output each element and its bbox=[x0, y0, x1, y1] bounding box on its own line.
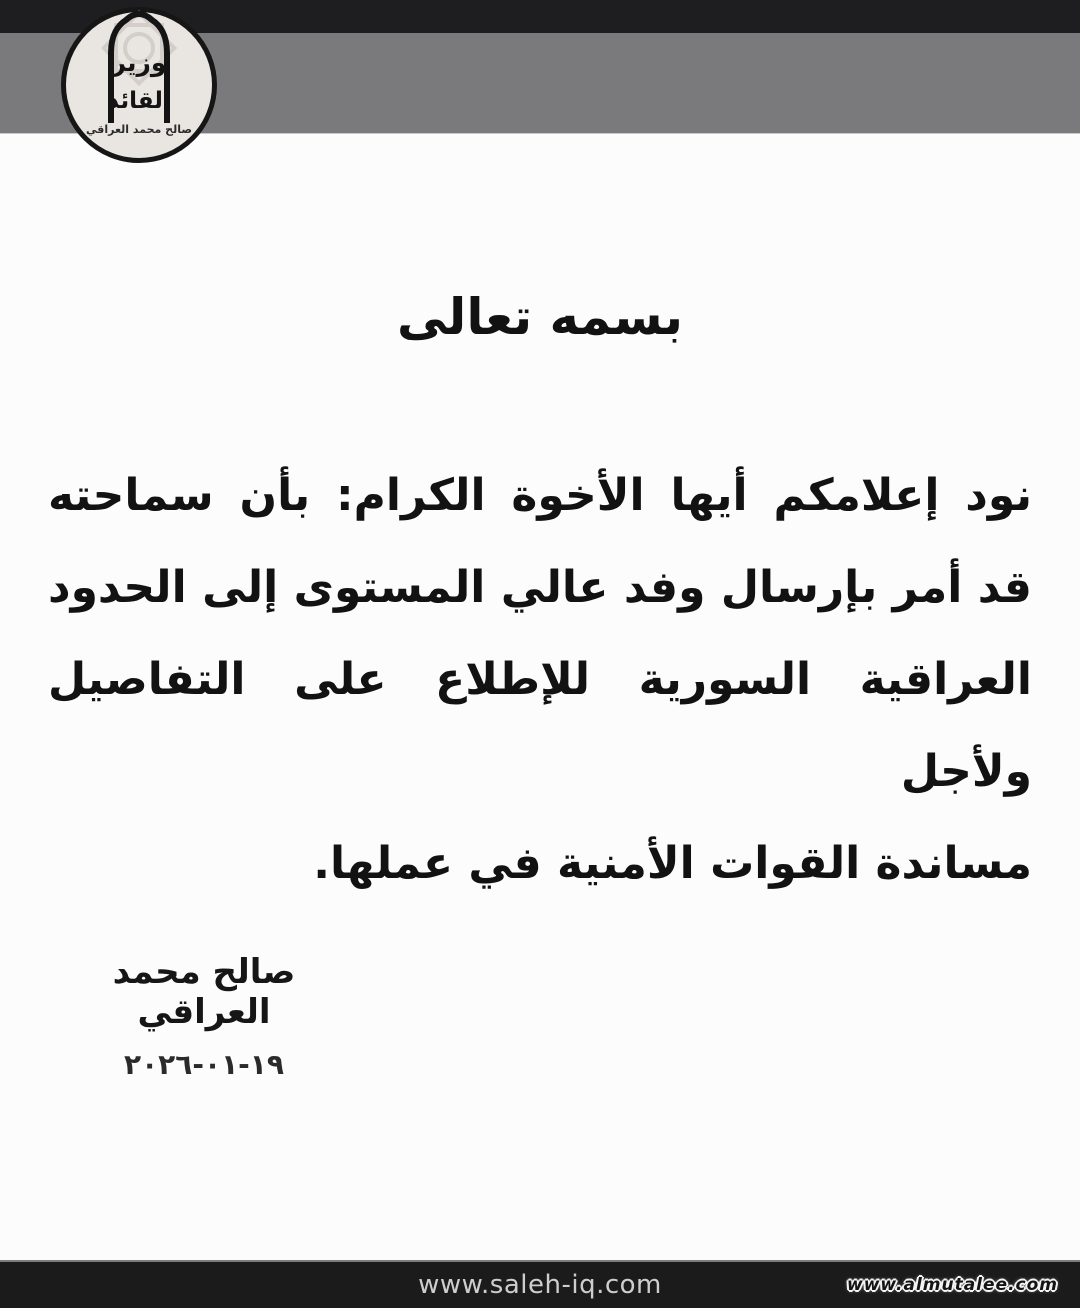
watermark-text: www.almutalee.com bbox=[846, 1275, 1058, 1295]
seal-caption: صالح محمد العراقي bbox=[86, 123, 192, 136]
emblem-word-bottom: القائد bbox=[107, 88, 171, 114]
seal-logo-graphic bbox=[58, 5, 220, 165]
seal-logo bbox=[58, 5, 220, 165]
body-line-2: قد أمر بإرسال وفد عالي المستوى إلى الحدود bbox=[48, 562, 1032, 613]
signature-date: ١٩-٠١-٢٠٢٦ bbox=[124, 1048, 284, 1081]
statement-body bbox=[48, 450, 1032, 910]
body-line-4: مساندة القوات الأمنية في عملها. bbox=[313, 838, 1032, 889]
footer-band bbox=[0, 1260, 1080, 1308]
body-line-3: العراقية السورية للإطلاع على التفاصيل ولأجل bbox=[48, 654, 1032, 797]
emblem-word-top: وزير bbox=[111, 48, 167, 77]
footer-website-url: www.saleh-iq.com bbox=[418, 1270, 662, 1300]
basmala-heading: بسمه تعالى bbox=[396, 288, 684, 346]
signature-name: صالح محمد العراقي bbox=[112, 952, 296, 1032]
body-line-1: نود إعلامكم أيها الأخوة الكرام: بأن سماحته bbox=[48, 470, 1032, 521]
signature-block bbox=[48, 952, 360, 1081]
